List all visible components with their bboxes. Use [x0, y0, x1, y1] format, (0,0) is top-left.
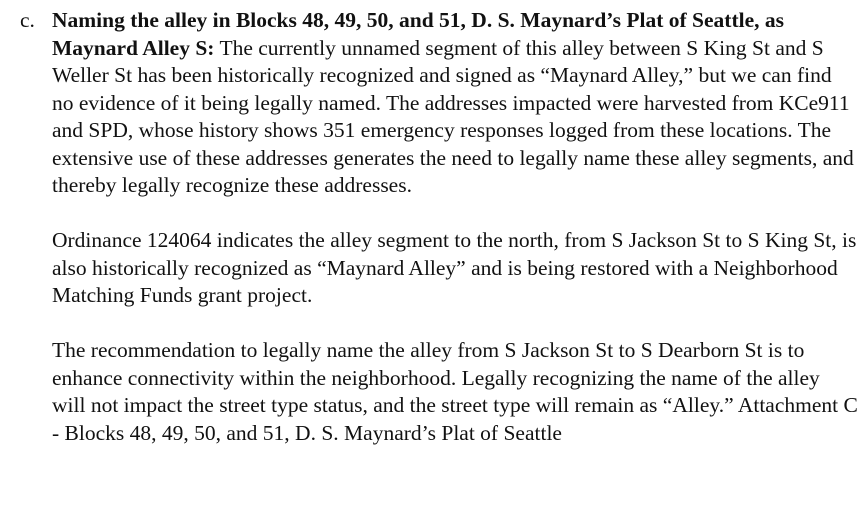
paragraph-ordinance: Ordinance 124064 indicates the alley segment to the north, from S Jackson St to S King St, is also historically recognized as “Maynard Alley” and is being restored with a Neighborhood Matching Funds grant project. — [52, 228, 857, 307]
paragraph-intro — [52, 7, 858, 200]
intro-text: The currently unnamed segment of this alley between S King St and S Weller St has been historically recognized and signed as “Maynard Alley,” but we can find no evidence of it being legally named. The addresses impacted were harvested from KCe911 and SPD, whose history shows 351 emergency responses logged from these locations. The extensive use of these addresses generates the need to legally name these alley segments, and thereby legally recognize these addresses. — [52, 35, 854, 197]
paragraph-recommendation: The recommendation to legally name the alley from S Jackson St to S Dearborn St is to enhance connectivity within the neighborhood. Legally recognizing the name of the alley will not impact the street type status, and the street type will remain as “Alley.” Attachment C - Blocks 48, 49, 50, and 51, D. S. Maynard’s Plat of Seattle — [52, 338, 858, 445]
item-content — [52, 7, 858, 447]
item-heading: Naming the alley in Blocks 48, 49, 50, and 51, D. S. Maynard’s Plat of Seattle, as Maynard Alley S: — [52, 8, 785, 60]
list-marker: c. — [20, 8, 35, 32]
